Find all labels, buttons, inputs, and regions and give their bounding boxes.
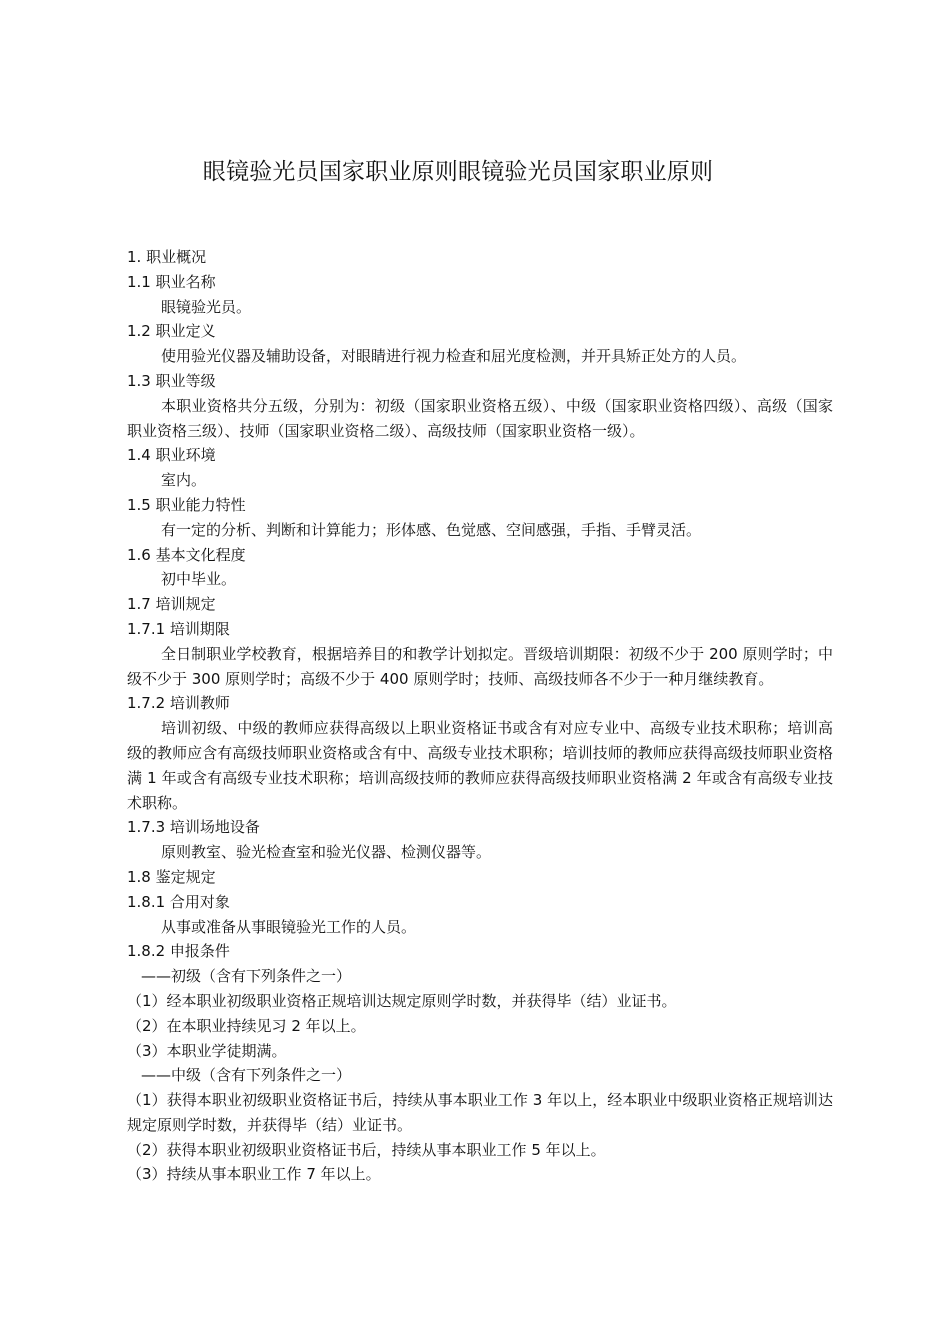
section-heading: 1.3 职业等级 [127,371,216,390]
subsection-heading: 1.7.3 培训场地设备 [127,818,260,837]
level-heading: ——中级（含有下列条件之一） [141,1066,352,1085]
paragraph: 本职业资格共分五级，分别为：初级（国家职业资格五级）、中级（国家职业资格四级）、高级（国家职业资格三级）、技师（国家职业资格二级）、高级技师（国家职业资格一级）。 [127,396,833,440]
paragraph: 室内。 [161,471,207,490]
section-heading: 1.8 鉴定规定 [127,867,216,886]
section-heading: 1.6 基本文化程度 [127,545,246,564]
section-heading: 1.1 职业名称 [127,272,216,291]
section-heading: 1.2 职业定义 [127,322,216,341]
document-title: 眼镜验光员国家职业原则眼镜验光员国家职业原则 [202,159,714,185]
level-heading: ——初级（含有下列条件之一） [141,967,352,986]
section-heading: 1. 职业概况 [127,248,207,266]
section-heading: 1.7 培训规定 [127,595,216,614]
paragraph: 有一定的分析、判断和计算能力；形体感、色觉感、空间感强，手指、手臂灵活。 [161,520,702,539]
list-item: （1）经本职业初级职业资格正规培训达规定原则学时数，并获得毕（结）业证书。 [127,991,677,1010]
paragraph: 初中毕业。 [161,570,237,589]
list-item: （2）获得本职业初级职业资格证书后，持续从事本职业工作 5 年以上。 [127,1140,606,1159]
list-item: （3）持续从事本职业工作 7 年以上。 [127,1165,381,1184]
paragraph: 从事或准备从事眼镜验光工作的人员。 [161,917,417,936]
paragraph: 使用验光仪器及辅助设备，对眼睛进行视力检查和屈光度检测，并开具矫正处方的人员。 [161,347,747,366]
section-heading: 1.5 职业能力特性 [127,495,246,514]
subsection-heading: 1.8.2 申报条件 [127,942,230,961]
list-item: （3）本职业学徒期满。 [127,1041,287,1060]
paragraph: 眼镜验光员。 [161,297,252,316]
paragraph: 全日制职业学校教育，根据培养目的和教学计划拟定。晋级培训期限：初级不少于 200 原则学时；中级不少于 300 原则学时；高级不少于 400 原则学时；技师、高级技师各不少于一种月继续教育。 [127,644,833,688]
paragraph: 原则教室、验光检查室和验光仪器、检测仪器等。 [161,843,492,862]
list-item: （2）在本职业持续见习 2 年以上。 [127,1016,366,1035]
paragraph: 培训初级、中级的教师应获得高级以上职业资格证书或含有对应专业中、高级专业技术职称；培训高级的教师应含有高级技师职业资格或含有中、高级专业技术职称；培训技师的教师应获得高级技师职业资格满 1 年或含有高级专业技术职称；培训高级技师的教师应获得高级技师职业资格满 2 年或含有高级专业技术职称。 [127,719,833,812]
subsection-heading: 1.7.1 培训期限 [127,619,230,638]
subsection-heading: 1.7.2 培训教师 [127,694,230,713]
subsection-heading: 1.8.1 合用对象 [127,892,230,911]
document-body [127,245,833,1187]
section-heading: 1.4 职业环境 [127,446,216,465]
list-item: （1）获得本职业初级职业资格证书后，持续从事本职业工作 3 年以上，经本职业中级职业资格正规培训达规定原则学时数，并获得毕（结）业证书。 [127,1091,833,1134]
